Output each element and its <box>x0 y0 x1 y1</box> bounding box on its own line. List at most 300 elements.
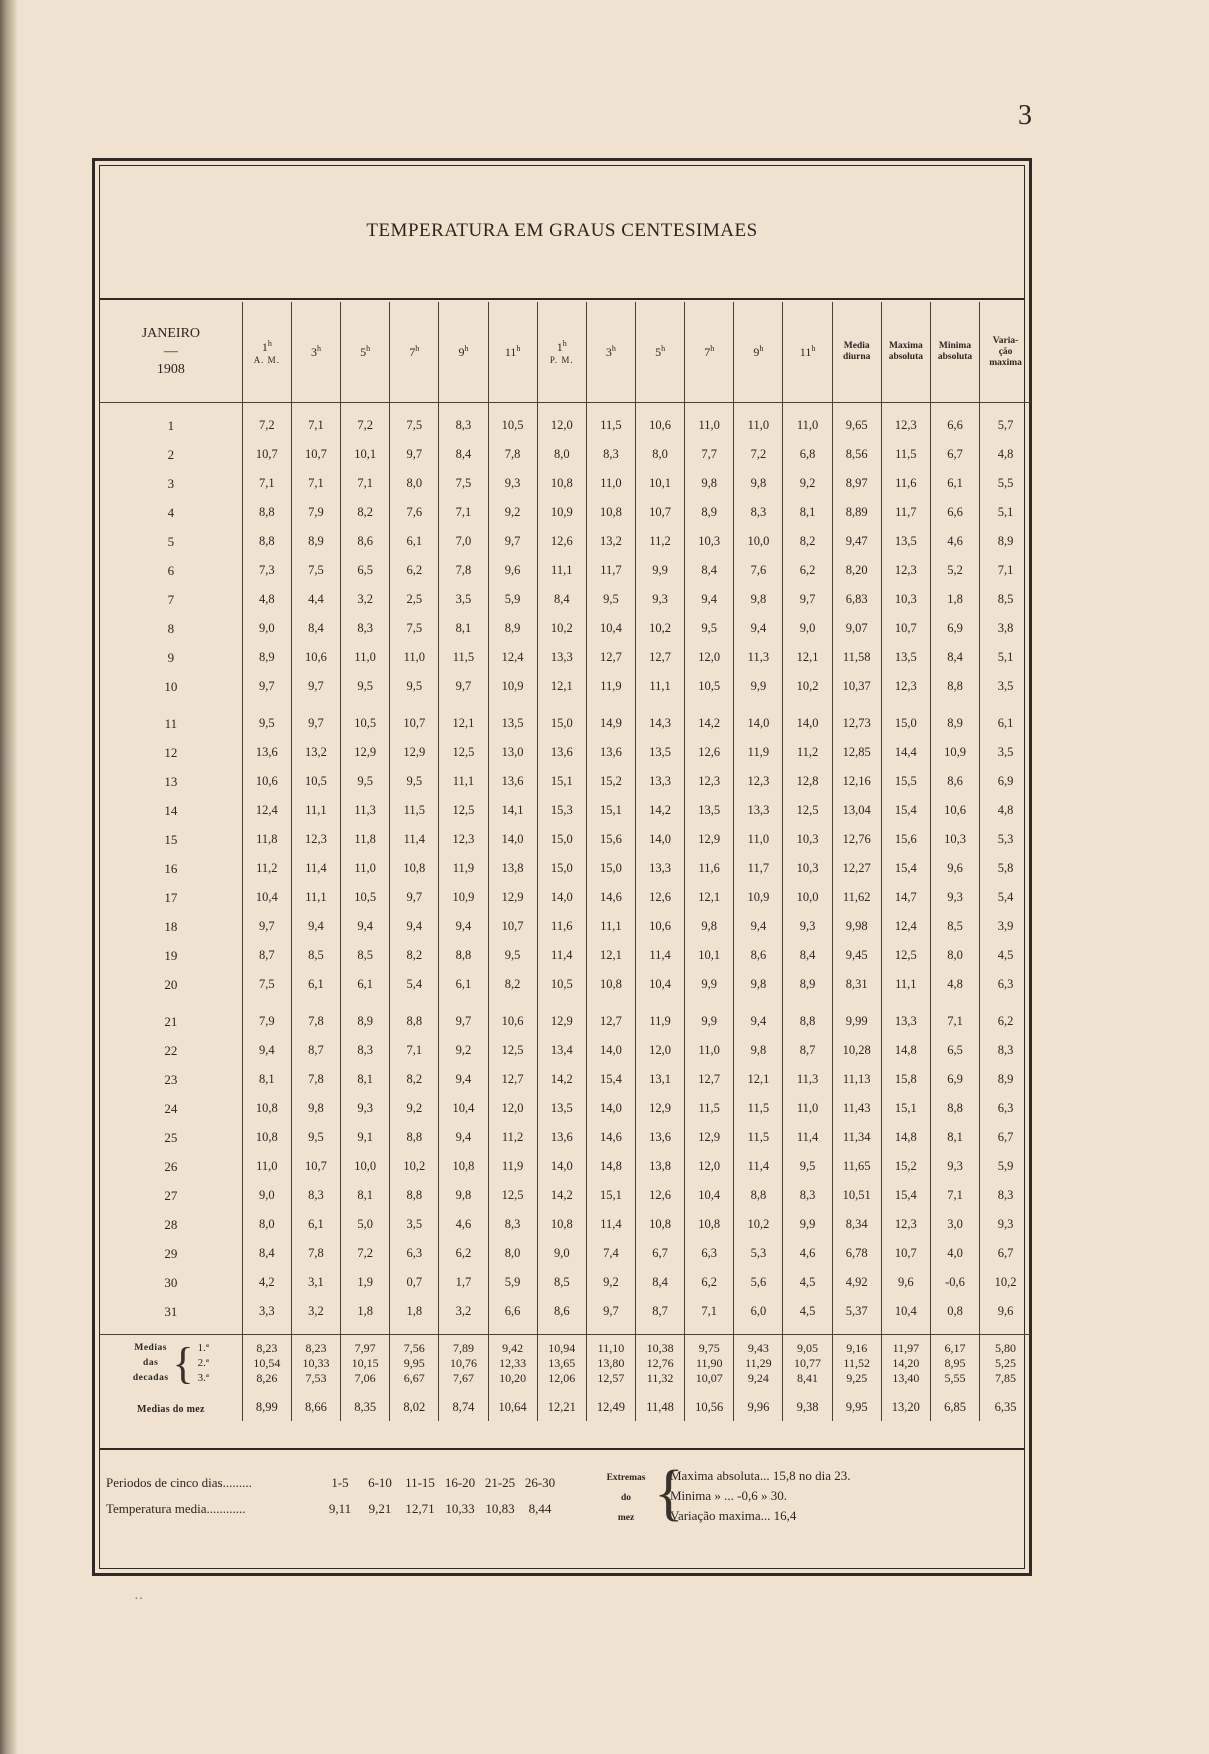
table-cell: 13,5 <box>881 643 930 672</box>
table-cell: 6,7 <box>980 1123 1031 1152</box>
period-value: 6-10 <box>368 1475 392 1490</box>
table-cell: 9,3 <box>341 1094 390 1123</box>
table-cell: 11,9 <box>586 672 635 701</box>
table-cell: 13,5 <box>881 527 930 556</box>
spacer-cell <box>488 1326 537 1335</box>
table-cell: 6,8 <box>783 440 832 469</box>
table-cell: 9,7 <box>783 585 832 614</box>
table-cell: 13,8 <box>636 1152 685 1181</box>
table-cell: 11,0 <box>734 825 783 854</box>
table-cell: 0,8 <box>930 1297 979 1326</box>
table-cell: 6,2 <box>980 1007 1031 1036</box>
table-cell: 7,1 <box>390 1036 439 1065</box>
page-number: 3 <box>1018 100 1032 131</box>
day-number: 14 <box>164 802 178 818</box>
table-cell: 10,3 <box>783 854 832 883</box>
table-cell: 6,1 <box>390 527 439 556</box>
decade-mean-value: 6,67 <box>403 1371 425 1385</box>
table-cell: 9,4 <box>734 614 783 643</box>
spacer-cell <box>685 1326 734 1335</box>
table-cell: 10,5 <box>488 411 537 440</box>
table-cell: 11,0 <box>586 469 635 498</box>
table-cell: 8,1 <box>242 1065 291 1094</box>
table-cell: 8,56 <box>832 440 881 469</box>
table-cell: 9,4 <box>734 912 783 941</box>
table-cell: 10,9 <box>488 672 537 701</box>
day-number: 15 <box>164 831 178 847</box>
table-cell: 9,5 <box>488 941 537 970</box>
table-cell: 9,5 <box>341 767 390 796</box>
periods-values <box>320 1475 560 1491</box>
table-cell: 11,0 <box>734 411 783 440</box>
table-cell: 14,0 <box>734 709 783 738</box>
table-cell: 10,8 <box>537 469 586 498</box>
table-cell: 9,3 <box>930 1152 979 1181</box>
table-cell: 7,3 <box>242 556 291 585</box>
table-cell: 11,1 <box>586 912 635 941</box>
table-cell: 10,3 <box>685 527 734 556</box>
table-cell: 9,2 <box>439 1036 488 1065</box>
decade-label-line: das <box>143 1358 159 1368</box>
table-cell: 10,4 <box>685 1181 734 1210</box>
table-cell: 12,3 <box>881 556 930 585</box>
table-cell: 9,07 <box>832 614 881 643</box>
table-cell: 11,0 <box>783 411 832 440</box>
table-cell: -0,6 <box>930 1268 979 1297</box>
table-cell: 9,8 <box>734 1036 783 1065</box>
table-cell: 9,4 <box>734 1007 783 1036</box>
table-cell: 7,8 <box>291 1007 340 1036</box>
spacer-cell <box>636 701 685 709</box>
table-cell: 6,1 <box>291 1210 340 1239</box>
table-cell: 10,7 <box>881 1239 930 1268</box>
table-cell: 9,2 <box>783 469 832 498</box>
table-cell: 10,6 <box>636 411 685 440</box>
month-mean-value: 12,49 <box>586 1386 635 1421</box>
spacer-cell <box>930 1326 979 1335</box>
table-cell: 7,5 <box>390 411 439 440</box>
table-cell: 12,8 <box>783 767 832 796</box>
spacer-cell <box>390 1326 439 1335</box>
hour-number: 5 <box>360 345 367 359</box>
spacer-cell <box>685 403 734 412</box>
table-cell: 10,7 <box>881 614 930 643</box>
table-cell: 8,5 <box>537 1268 586 1297</box>
month-mean-value: 10,56 <box>685 1386 734 1421</box>
month-means-row <box>100 1386 1031 1421</box>
table-cell: 5,3 <box>734 1239 783 1268</box>
table-cell: 8,6 <box>734 941 783 970</box>
spacer-cell <box>537 701 586 709</box>
day-number: 4 <box>167 504 175 520</box>
table-cell: 14,2 <box>685 709 734 738</box>
spacer-cell <box>390 403 439 412</box>
decade-label-group <box>100 1338 242 1386</box>
table-cell: 9,7 <box>242 672 291 701</box>
table-cell: 11,5 <box>881 440 930 469</box>
table-cell: 10,8 <box>439 1152 488 1181</box>
table-cell: 8,0 <box>242 1210 291 1239</box>
table-cell: 11,58 <box>832 643 881 672</box>
table-cell: 10,2 <box>783 672 832 701</box>
table-cell: 13,2 <box>586 527 635 556</box>
decade-means-cell <box>242 1335 291 1387</box>
table-row <box>100 614 1031 643</box>
table-cell: 10,7 <box>291 1152 340 1181</box>
table-cell: 4,8 <box>980 796 1031 825</box>
table-cell: 9,6 <box>881 1268 930 1297</box>
table-cell: 8,9 <box>685 498 734 527</box>
spacer-cell <box>341 403 390 412</box>
table-cell: 8,1 <box>783 498 832 527</box>
table-cell: 6,3 <box>390 1239 439 1268</box>
spacer-cell <box>783 999 832 1007</box>
table-cell: 6,2 <box>439 1239 488 1268</box>
table-cell: 10,0 <box>734 527 783 556</box>
table-cell: 11,9 <box>636 1007 685 1036</box>
table-cell: 6,2 <box>685 1268 734 1297</box>
table-cell: 12,0 <box>537 411 586 440</box>
table-row <box>100 1065 1031 1094</box>
table-cell: 15,0 <box>586 854 635 883</box>
table-cell: 3,5 <box>980 672 1031 701</box>
table-cell: 15,6 <box>586 825 635 854</box>
table-row <box>100 825 1031 854</box>
table-cell: 9,8 <box>439 1181 488 1210</box>
decade-ordinal: 2.ª <box>197 1357 209 1369</box>
table-cell: 10,8 <box>537 1210 586 1239</box>
table-cell: 3,2 <box>341 585 390 614</box>
decade-brace: { <box>172 1338 194 1386</box>
month-name: JANEIRO <box>141 326 201 341</box>
table-cell: 13,1 <box>636 1065 685 1094</box>
table-cell: 11,2 <box>488 1123 537 1152</box>
table-cell: 14,0 <box>537 1152 586 1181</box>
hour-header <box>291 302 340 403</box>
table-cell: 9,47 <box>832 527 881 556</box>
table-cell: 13,3 <box>881 1007 930 1036</box>
table-cell: 10,6 <box>242 767 291 796</box>
hour-number: 7 <box>704 345 711 359</box>
decade-mean-value: 9,16 <box>846 1341 868 1355</box>
table-cell: 9,8 <box>685 912 734 941</box>
month-mean-value: 8,99 <box>242 1386 291 1421</box>
table-cell: 9,0 <box>242 1181 291 1210</box>
day-number: 6 <box>167 562 175 578</box>
table-cell: 9,3 <box>783 912 832 941</box>
table-cell: 7,9 <box>291 498 340 527</box>
table-cell: 8,3 <box>980 1181 1031 1210</box>
table-cell: 0,7 <box>390 1268 439 1297</box>
hour-unit: h <box>562 339 567 348</box>
table-cell: 9,6 <box>980 1297 1031 1326</box>
table-cell: 8,2 <box>390 1065 439 1094</box>
table-row <box>100 1007 1031 1036</box>
hour-number: 1 <box>556 340 563 354</box>
decade-means-cell <box>291 1335 340 1387</box>
table-cell: 14,0 <box>636 825 685 854</box>
decade-means-cell <box>685 1335 734 1387</box>
table-cell: 10,4 <box>881 1297 930 1326</box>
periods-label: Periodos de cinco dias......... <box>106 1475 252 1490</box>
periods-row <box>106 1470 560 1496</box>
table-cell: 12,5 <box>783 796 832 825</box>
spacer-cell <box>100 999 242 1007</box>
hour-number: 1 <box>261 340 268 354</box>
decade-ordinal: 3.ª <box>197 1372 209 1384</box>
table-cell: 10,4 <box>586 614 635 643</box>
table-cell: 8,0 <box>488 1239 537 1268</box>
table-cell: 4,6 <box>930 527 979 556</box>
table-cell: 10,0 <box>783 883 832 912</box>
table-cell: 11,2 <box>636 527 685 556</box>
table-cell: 8,9 <box>242 643 291 672</box>
table-cell: 15,4 <box>881 796 930 825</box>
table-cell: 11,5 <box>734 1094 783 1123</box>
month-header <box>100 302 242 403</box>
spacer-cell <box>488 999 537 1007</box>
table-cell: 6,5 <box>930 1036 979 1065</box>
table-cell: 9,5 <box>390 672 439 701</box>
table-row <box>100 672 1031 701</box>
decade-means-cell <box>488 1335 537 1387</box>
table-cell: 10,4 <box>439 1094 488 1123</box>
table-cell: 12,7 <box>685 1065 734 1094</box>
decade-mean-value: 11,10 <box>597 1341 625 1355</box>
month-mean-value: 9,96 <box>734 1386 783 1421</box>
table-cell: 8,31 <box>832 970 881 999</box>
decade-mean-value: 11,32 <box>646 1371 674 1385</box>
table-cell: 15,0 <box>537 825 586 854</box>
hour-unit: h <box>516 344 521 353</box>
table-cell: 12,9 <box>390 738 439 767</box>
table-cell: 10,9 <box>734 883 783 912</box>
period-value: 26-30 <box>524 1475 556 1490</box>
day-number: 9 <box>167 649 175 665</box>
table-cell: 13,3 <box>537 643 586 672</box>
extremes-label-line: do <box>620 1493 632 1503</box>
table-cell: 4,0 <box>930 1239 979 1268</box>
day-number: 31 <box>164 1303 178 1319</box>
table-cell: 10,2 <box>734 1210 783 1239</box>
table-cell: 8,4 <box>439 440 488 469</box>
table-cell: 13,5 <box>537 1094 586 1123</box>
hour-unit: h <box>316 344 321 353</box>
table-cell: 5,37 <box>832 1297 881 1326</box>
table-cell: 10,8 <box>242 1123 291 1152</box>
spacer-cell <box>832 999 881 1007</box>
table-cell: 6,9 <box>930 1065 979 1094</box>
table-row <box>100 1152 1031 1181</box>
table-cell: 12,85 <box>832 738 881 767</box>
table-cell: 8,89 <box>832 498 881 527</box>
table-cell: 14,0 <box>488 825 537 854</box>
table-cell: 8,9 <box>783 970 832 999</box>
spacer-cell <box>734 999 783 1007</box>
table-cell: 11,5 <box>734 1123 783 1152</box>
decade-mean-value: 10,20 <box>499 1371 527 1385</box>
day-number: 29 <box>164 1245 178 1261</box>
day-number: 7 <box>167 591 175 607</box>
spacer-cell <box>341 701 390 709</box>
decade-means-row <box>100 1335 1031 1387</box>
table-cell: 11,1 <box>537 556 586 585</box>
table-cell: 12,7 <box>488 1065 537 1094</box>
decade-mean-value: 5,80 <box>995 1341 1017 1355</box>
table-cell: 9,7 <box>291 672 340 701</box>
decade-mean-value: 7,89 <box>452 1341 474 1355</box>
table-cell: 10,5 <box>291 767 340 796</box>
table-cell: 10,3 <box>881 585 930 614</box>
table-cell: 6,3 <box>685 1239 734 1268</box>
period-value: 11-15 <box>405 1475 435 1490</box>
decade-mean-value: 10,94 <box>548 1341 576 1355</box>
table-cell: 15,8 <box>881 1065 930 1094</box>
table-cell: 9,2 <box>586 1268 635 1297</box>
table-cell: 11,0 <box>685 1036 734 1065</box>
table-cell: 11,4 <box>783 1123 832 1152</box>
table-cell: 4,6 <box>783 1239 832 1268</box>
hour-period: P. M. <box>549 355 574 365</box>
table-inner-border <box>99 165 1025 1569</box>
spacer-cell <box>242 999 291 1007</box>
table-cell: 11,5 <box>390 796 439 825</box>
table-cell: 12,6 <box>685 738 734 767</box>
month-mean-value: 13,20 <box>881 1386 930 1421</box>
table-cell: 14,8 <box>586 1152 635 1181</box>
temp-value: 9,11 <box>328 1501 352 1516</box>
decade-mean-value: 10,76 <box>449 1356 477 1370</box>
decade-mean-value: 12,06 <box>548 1371 576 1385</box>
table-cell: 9,5 <box>783 1152 832 1181</box>
table-row <box>100 1036 1031 1065</box>
table-cell: 8,1 <box>439 614 488 643</box>
spacer-cell <box>930 999 979 1007</box>
table-cell: 8,4 <box>930 643 979 672</box>
table-cell: 6,1 <box>341 970 390 999</box>
table-cell: 5,1 <box>980 643 1031 672</box>
hour-unit: h <box>661 344 666 353</box>
table-cell: 14,6 <box>586 1123 635 1152</box>
table-cell: 7,1 <box>291 469 340 498</box>
table-cell: 11,6 <box>881 469 930 498</box>
table-cell: 5,9 <box>980 1152 1031 1181</box>
table-cell: 15,2 <box>586 767 635 796</box>
decade-means-cell <box>832 1335 881 1387</box>
table-cell: 10,3 <box>930 825 979 854</box>
table-cell: 8,97 <box>832 469 881 498</box>
table-cell: 14,0 <box>783 709 832 738</box>
spacer-cell <box>783 701 832 709</box>
table-cell: 11,7 <box>881 498 930 527</box>
spacer-cell <box>586 999 635 1007</box>
table-cell: 10,1 <box>685 941 734 970</box>
table-cell: 9,8 <box>734 469 783 498</box>
decade-mean-value: 10,15 <box>351 1356 379 1370</box>
table-cell: 9,5 <box>341 672 390 701</box>
table-cell: 10,4 <box>636 970 685 999</box>
decade-label-line: decadas <box>132 1373 169 1383</box>
table-row <box>100 469 1031 498</box>
day-number: 23 <box>164 1071 178 1087</box>
table-cell: 15,2 <box>881 1152 930 1181</box>
table-cell: 12,5 <box>488 1181 537 1210</box>
table-cell: 8,8 <box>930 672 979 701</box>
table-cell: 12,9 <box>685 825 734 854</box>
table-cell: 12,3 <box>881 672 930 701</box>
table-cell: 15,4 <box>881 1181 930 1210</box>
table-cell: 15,4 <box>881 854 930 883</box>
table-cell: 13,5 <box>636 738 685 767</box>
decade-mean-value: 7,56 <box>403 1341 425 1355</box>
day-number: 12 <box>164 744 178 760</box>
table-cell: 6,6 <box>930 411 979 440</box>
table-cell: 7,4 <box>586 1239 635 1268</box>
decade-mean-value: 7,67 <box>452 1371 474 1385</box>
table-cell: 10,28 <box>832 1036 881 1065</box>
table-cell: 12,9 <box>636 1094 685 1123</box>
table-cell: 11,4 <box>390 825 439 854</box>
table-cell: 13,2 <box>291 738 340 767</box>
table-cell: 5,5 <box>980 469 1031 498</box>
table-cell: 9,7 <box>439 1007 488 1036</box>
table-cell: 1,8 <box>930 585 979 614</box>
table-cell: 6,1 <box>439 970 488 999</box>
hour-unit: h <box>710 344 715 353</box>
spacer-cell <box>390 999 439 1007</box>
decade-mean-value: 9,42 <box>502 1341 524 1355</box>
table-cell: 12,9 <box>488 883 537 912</box>
table-cell: 14,7 <box>881 883 930 912</box>
table-row <box>100 1094 1031 1123</box>
table-cell: 14,4 <box>881 738 930 767</box>
book-spine-shadow <box>0 0 18 1754</box>
table-cell: 8,34 <box>832 1210 881 1239</box>
table-cell: 8,5 <box>930 912 979 941</box>
table-cell: 8,4 <box>537 585 586 614</box>
table-cell: 11,1 <box>439 767 488 796</box>
table-cell: 11,1 <box>291 883 340 912</box>
table-cell: 6,7 <box>980 1239 1031 1268</box>
table-cell: 10,1 <box>636 469 685 498</box>
table-row <box>100 854 1031 883</box>
table-cell: 10,3 <box>783 825 832 854</box>
spacer-cell <box>685 701 734 709</box>
table-cell: 13,3 <box>734 796 783 825</box>
spacer-cell <box>242 1326 291 1335</box>
day-number: 13 <box>164 773 178 789</box>
table-cell: 7,1 <box>685 1297 734 1326</box>
table-cell: 7,5 <box>291 556 340 585</box>
decade-mean-value: 13,40 <box>892 1371 920 1385</box>
spacer-cell <box>783 1326 832 1335</box>
table-cell: 10,9 <box>439 883 488 912</box>
periods-summary <box>106 1470 560 1522</box>
spacer-cell <box>291 701 340 709</box>
table-cell: 3,2 <box>439 1297 488 1326</box>
table-cell: 6,3 <box>980 1094 1031 1123</box>
table-cell: 9,4 <box>242 1036 291 1065</box>
extreme-maximum: Maxima absoluta... 15,8 no dia 23. <box>670 1468 851 1483</box>
table-cell: 10,5 <box>341 709 390 738</box>
decade-mean-value: 8,41 <box>797 1371 819 1385</box>
spacer-cell <box>832 403 881 412</box>
table-cell: 13,6 <box>242 738 291 767</box>
table-cell: 3,5 <box>390 1210 439 1239</box>
decade-means-cell <box>439 1335 488 1387</box>
table-cell: 8,7 <box>636 1297 685 1326</box>
hour-number: 9 <box>458 345 465 359</box>
